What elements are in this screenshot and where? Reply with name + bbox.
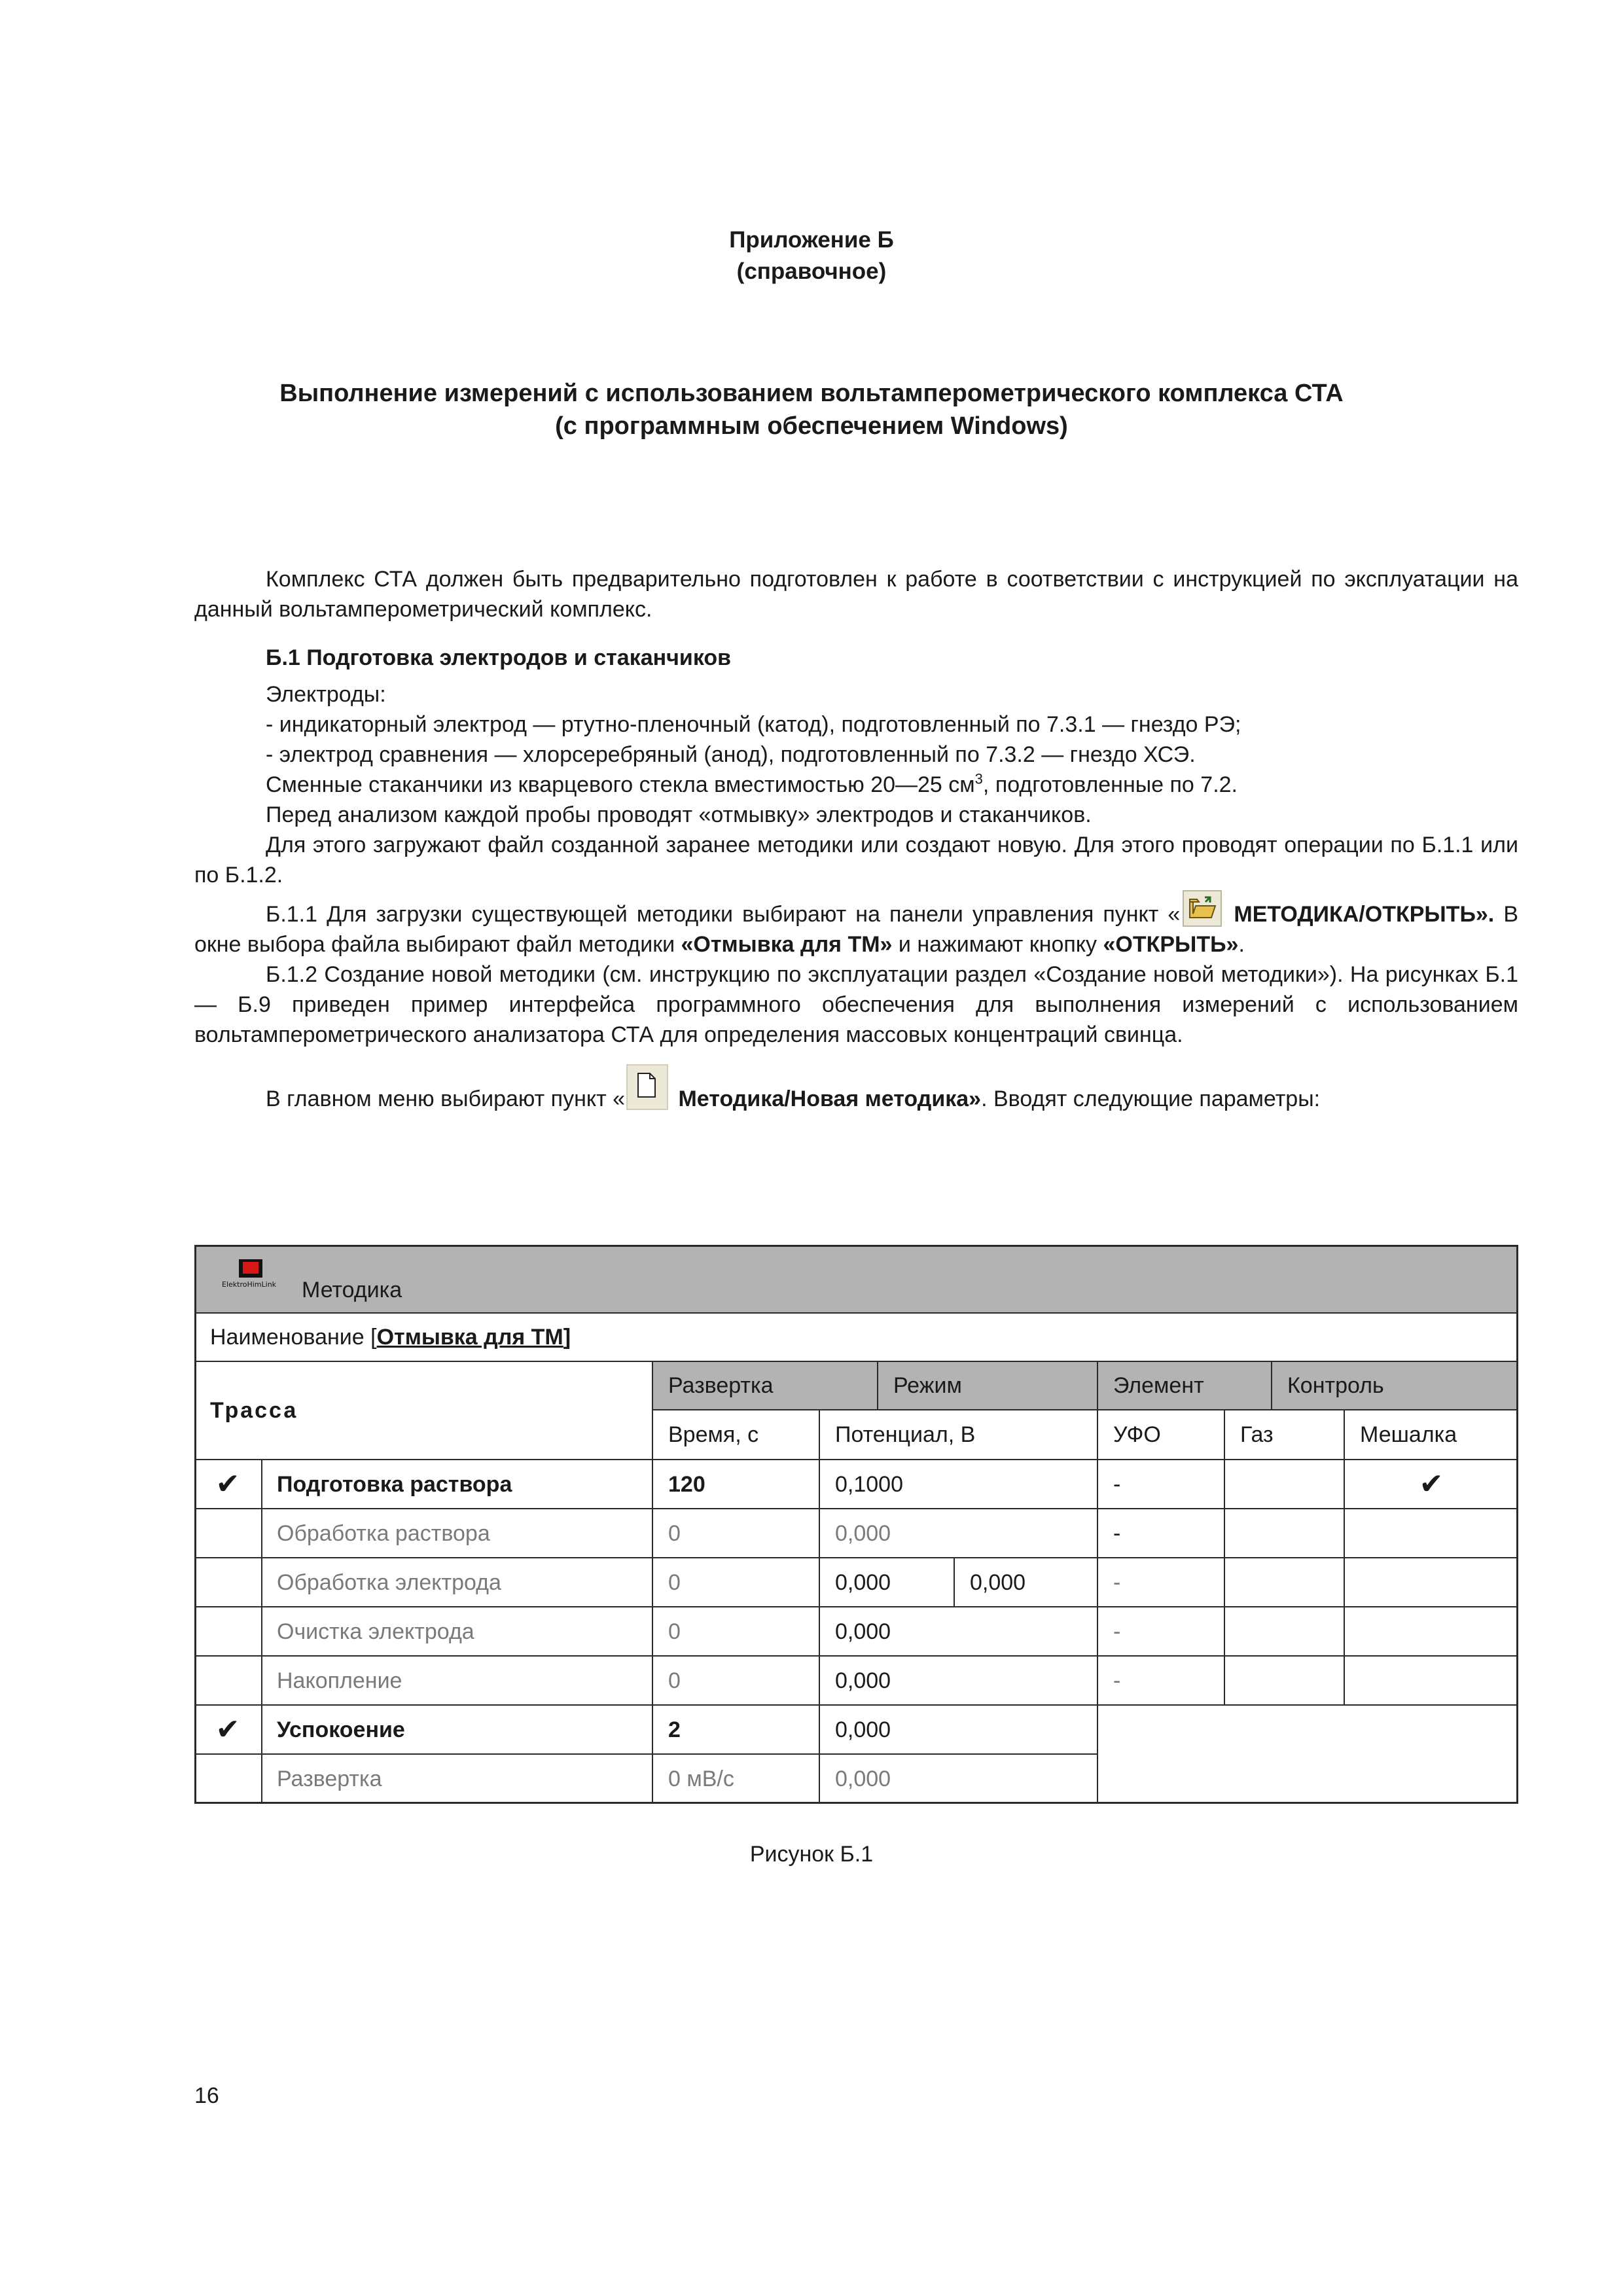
wash-line: Перед анализом каждой пробы проводят «отмывку» электродов и стаканчиков.	[266, 802, 1092, 827]
methodology-window	[194, 1245, 1518, 1804]
paragraph-b11	[194, 890, 1518, 960]
row-name: Обработка раствора	[277, 1520, 490, 1546]
row-time[interactable]: 0	[668, 1520, 681, 1546]
window-title: Методика	[302, 1278, 402, 1302]
row-potential[interactable]: 0,000	[835, 1767, 891, 1791]
row-name: Обработка электрода	[277, 1570, 501, 1595]
cups-text: Сменные стаканчики из кварцевого стекла вместимостью 20—25 см	[266, 772, 975, 797]
col-razvertka: Развертка	[652, 1361, 878, 1410]
row-potential-2[interactable]: 0,000	[970, 1570, 1026, 1595]
b11-text-3: и нажимают кнопку	[892, 932, 1103, 957]
row-name: Очистка электрода	[277, 1619, 474, 1644]
new-document-icon	[626, 1064, 668, 1110]
col-rezhim: Режим	[878, 1361, 1097, 1410]
method-name-field[interactable]: Отмывка для ТМ	[376, 1325, 563, 1350]
row-name: Накопление	[277, 1668, 402, 1693]
row-time[interactable]: 0	[668, 1668, 681, 1693]
menu-text-1: В главном меню выбирают пункт «	[266, 1086, 626, 1111]
appendix-note: (справочное)	[736, 259, 887, 284]
col-time: Время, с	[668, 1422, 759, 1447]
paragraph-b12: Б.1.2 Создание новой методики (см. инструкцию по эксплуатации раздел «Создание новой методики»). На рисунках Б.1 — Б.9 приведен пример интерфейса программного обеспечения для выполнения измерений с использованием вольтамперометрического анализатора СТА для определения массовых концентраций свинца.	[194, 962, 1518, 1047]
page-number: 16	[194, 2083, 219, 2108]
row-ufo[interactable]: -	[1113, 1619, 1121, 1644]
section-b1	[194, 640, 1518, 673]
row-name: Подготовка раствора	[277, 1471, 512, 1497]
row-time[interactable]: 2	[668, 1717, 681, 1742]
name-bracket: ]	[563, 1325, 571, 1350]
document-title: Выполнение измерений с использованием вольтамперометрического комплекса СТА	[279, 380, 1344, 407]
electrode-indicator: - индикаторный электрод — ртутно-пленочный (катод), подготовленный по 7.3.1 — гнездо РЭ;	[266, 712, 1241, 737]
row-potential[interactable]: 0,000	[835, 1570, 891, 1595]
row-ufo[interactable]: -	[1113, 1471, 1121, 1497]
intro-block	[194, 564, 1518, 624]
section-body	[194, 679, 1518, 1114]
intro-paragraph: Комплекс СТА должен быть предварительно подготовлен к работе в соответствии с инструкцией по эксплуатации на данный вольтамперометрический комплекс.	[194, 567, 1518, 622]
menu-text-2: . Вводят следующие параметры:	[981, 1086, 1321, 1111]
appendix-title: Приложение Б	[729, 227, 894, 253]
b11-file-name: «Отмывка для ТМ»	[681, 932, 893, 957]
col-potential: Потенциал, В	[835, 1422, 976, 1447]
cups-superscript: 3	[974, 770, 983, 787]
b11-text-2: В окне выбора файла выбирают файл методики	[194, 902, 1518, 957]
row-potential[interactable]: 0,1000	[835, 1471, 903, 1497]
electrodes-label: Электроды:	[266, 682, 386, 707]
logo-text: ElektroHimLink	[222, 1280, 277, 1289]
section-heading: Б.1 Подготовка электродов и стаканчиков	[266, 645, 732, 670]
row-name: Развертка	[277, 1767, 382, 1791]
document-subtitle: (с программным обеспечением Windows)	[555, 412, 1068, 440]
b11-open-button-name: «ОТКРЫТЬ»	[1103, 932, 1239, 957]
col-ufo: УФО	[1113, 1422, 1161, 1447]
b11-text-1: Б.1.1 Для загрузки существующей методики выбирают на панели управления пункт «	[266, 902, 1181, 927]
b11-text-4: .	[1238, 932, 1245, 957]
name-label: Наименование [	[210, 1325, 377, 1350]
row-potential[interactable]: 0,000	[835, 1717, 891, 1742]
row-name: Успокоение	[277, 1717, 405, 1742]
figure-caption: Рисунок Б.1	[749, 1842, 874, 1867]
row-time[interactable]: 120	[668, 1471, 705, 1497]
b11-menu-path: МЕТОДИКА/ОТКРЫТЬ».	[1224, 902, 1495, 927]
row-mixer[interactable]: ✔	[1419, 1467, 1444, 1500]
menu-line	[194, 1064, 1518, 1114]
row-check[interactable]: ✔	[215, 1467, 240, 1500]
electrode-reference: - электрод сравнения — хлорсеребряный (анод), подготовленный по 7.3.2 — гнездо ХСЭ.	[266, 742, 1196, 767]
col-mixer: Мешалка	[1360, 1422, 1457, 1447]
menu-path: Методика/Новая методика»	[672, 1086, 982, 1111]
row-time[interactable]: 0	[668, 1570, 681, 1595]
col-kontrol: Контроль	[1272, 1361, 1518, 1410]
row-potential[interactable]: 0,000	[835, 1520, 891, 1546]
row-ufo[interactable]: -	[1113, 1570, 1121, 1595]
cups-text-end: , подготовленные по 7.2.	[982, 772, 1238, 797]
col-gas: Газ	[1240, 1422, 1274, 1447]
row-ufo[interactable]: -	[1113, 1520, 1121, 1546]
col-element: Элемент	[1097, 1361, 1272, 1410]
row-potential[interactable]: 0,000	[835, 1619, 891, 1644]
row-ufo[interactable]: -	[1113, 1668, 1121, 1693]
load-paragraph: Для этого загружают файл созданной заранее методики или создают новую. Для этого проводят операции по Б.1.1 или по Б.1.2.	[194, 833, 1518, 888]
row-check[interactable]: ✔	[215, 1713, 240, 1746]
table-frame	[194, 1245, 1518, 1804]
open-folder-icon	[1183, 890, 1222, 927]
col-trassa: Трасса	[210, 1398, 298, 1423]
row-time[interactable]: 0	[668, 1619, 681, 1644]
cups-line	[194, 770, 1518, 800]
row-potential[interactable]: 0,000	[835, 1668, 891, 1693]
row-time[interactable]: 0 мВ/с	[668, 1767, 734, 1791]
